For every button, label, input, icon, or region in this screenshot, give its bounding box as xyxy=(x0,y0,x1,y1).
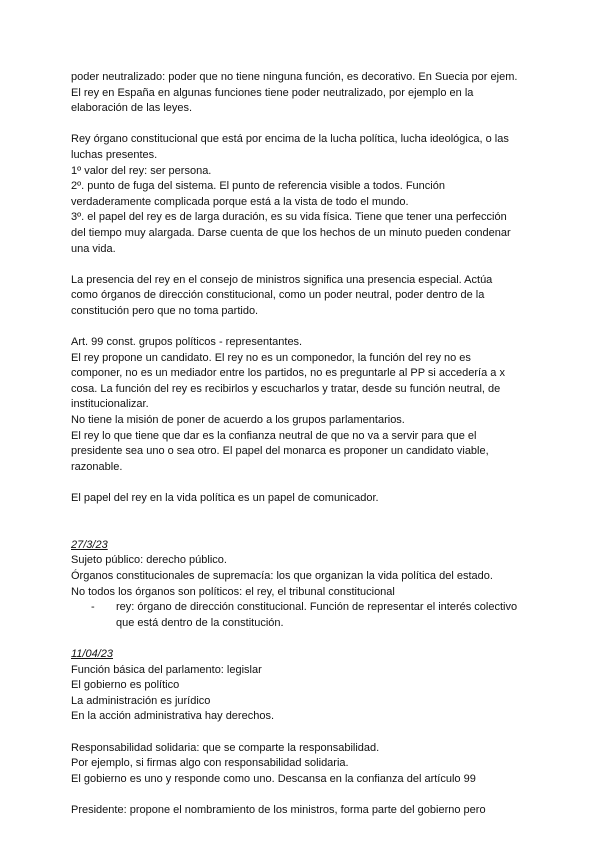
spacer xyxy=(71,725,541,741)
text-line: luchas presentes. xyxy=(71,148,158,161)
text-line: como órganos de dirección constitucional, como un poder neutral, poder dentro de la xyxy=(71,289,485,302)
spacer xyxy=(71,320,541,336)
text-line: constitución pero que no toma partido. xyxy=(71,304,259,317)
text-line: En la acción administrativa hay derechos. xyxy=(71,710,274,723)
bullet-item xyxy=(71,600,541,631)
spacer xyxy=(71,787,541,803)
text-line: verdaderamente complicada porque está a la vista de todo el mundo. xyxy=(71,195,409,208)
text-line: presidente sea uno o sea otro. El papel del monarca es proponer un candidato viable, xyxy=(71,445,489,458)
text-line: El rey en España en algunas funciones tiene poder neutralizado, por ejemplo en la xyxy=(71,86,474,99)
text-line: cosa. La función del rey es recibirlos y escucharlos y tratar, desde su función neutral, de xyxy=(71,382,501,395)
text-line: El gobierno es uno y responde como uno. Descansa en la confianza del artículo 99 xyxy=(71,772,476,785)
text-line: No tiene la misión de poner de acuerdo a los grupos parlamentarios. xyxy=(71,414,405,427)
spacer xyxy=(71,507,541,523)
bullet-text xyxy=(116,600,541,631)
text-line: La presencia del rey en el consejo de ministros significa una presencia especial. Actúa xyxy=(71,273,493,286)
text-line: rey: órgano de dirección constitucional. Función de representar el interés colectivo xyxy=(116,601,518,614)
spacer xyxy=(71,117,541,133)
spacer xyxy=(71,522,541,538)
spacer xyxy=(71,475,541,491)
text-line: 3º. el papel del rey es de larga duración, es su vida física. Tiene que tener una perfección xyxy=(71,211,507,224)
bullet-row xyxy=(71,600,541,631)
text-line: componer, no es un mediador entre los partidos, no es preguntarle al PP si accedería a x xyxy=(71,367,505,380)
section-body xyxy=(71,553,541,600)
text-line: 1º valor del rey: ser persona. xyxy=(71,164,212,177)
text-line: La administración es jurídico xyxy=(71,694,211,707)
text-line: El gobierno es político xyxy=(71,679,180,692)
text-line: que está dentro de la constitución. xyxy=(116,616,284,629)
text-line: El rey propone un candidato. El rey no es un componedor, la función del rey no es xyxy=(71,351,471,364)
text-line: El rey lo que tiene que dar es la confianza neutral de que no va a servir para que el xyxy=(71,429,477,442)
text-line: poder neutralizado: poder que no tiene ninguna función, es decorativo. En Suecia por ejem. xyxy=(71,71,518,83)
section-body xyxy=(71,663,541,819)
text-line: Órganos constitucionales de supremacía: los que organizan la vida política del estado. xyxy=(71,570,493,582)
notes-intro xyxy=(71,70,541,507)
document-page xyxy=(71,70,541,819)
text-line: Responsabilidad solidaria: que se comparte la responsabilidad. xyxy=(71,741,380,754)
text-line: No todos los órganos son políticos: el rey, el tribunal constitucional xyxy=(71,585,395,598)
text-line: del tiempo muy alargada. Darse cuenta de que los hechos de un minuto pueden condenar xyxy=(71,226,511,239)
text-line: Art. 99 const. grupos políticos - representantes. xyxy=(71,336,303,349)
text-line: institucionalizar. xyxy=(71,398,149,411)
text-line: 2º. punto de fuga del sistema. El punto de referencia visible a todos. Función xyxy=(71,180,445,193)
spacer xyxy=(71,631,541,647)
text-line: Por ejemplo, si firmas algo con responsabilidad solidaria. xyxy=(71,757,349,770)
text-line: elaboración de las leyes. xyxy=(71,102,193,115)
text-line: razonable. xyxy=(71,460,123,473)
spacer xyxy=(71,257,541,273)
text-line: Función básica del parlamento: legislar xyxy=(71,663,262,676)
section-date: 27/3/23 xyxy=(71,538,108,551)
text-line: Presidente: propone el nombramiento de los ministros, forma parte del gobierno pero xyxy=(71,803,486,816)
section-date: 11/04/23 xyxy=(71,647,114,660)
text-line: Sujeto público: derecho público. xyxy=(71,554,227,567)
text-line: Rey órgano constitucional que está por encima de la lucha política, lucha ideológica, o las xyxy=(71,133,509,146)
bullet-dash: - xyxy=(91,601,95,614)
text-line: una vida. xyxy=(71,242,116,255)
text-line: El papel del rey en la vida política es un papel de comunicador. xyxy=(71,492,379,505)
